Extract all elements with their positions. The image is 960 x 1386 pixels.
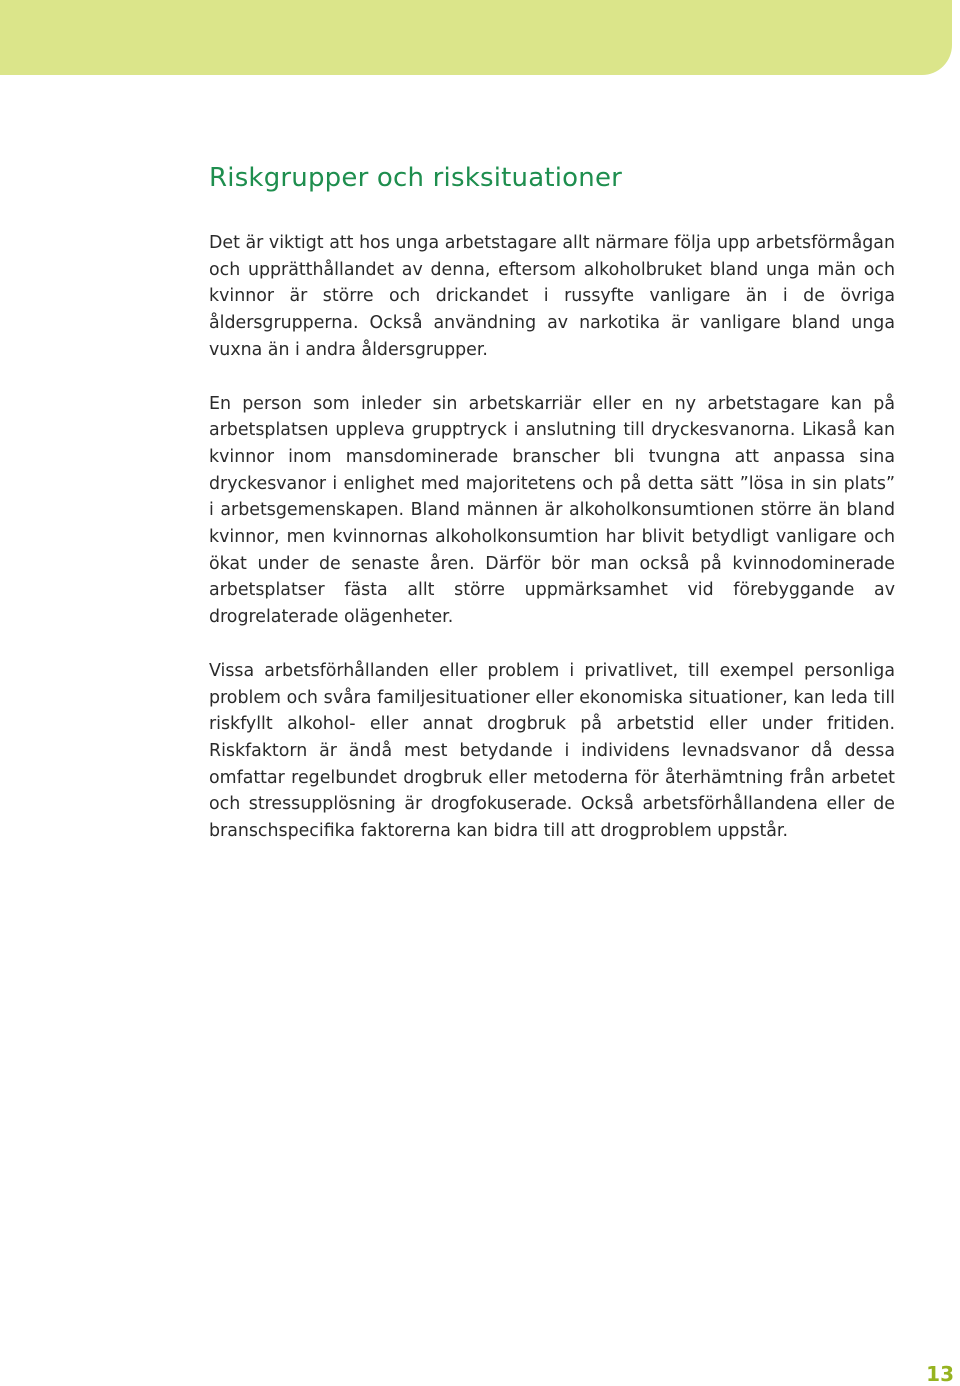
section-heading: Riskgrupper och risksituationer [209,163,623,193]
page-number: 13 [926,1362,954,1386]
page-content [209,158,895,872]
paragraph-3: Vissa arbetsförhållanden eller problem i privatlivet, till exempel personliga problem och svåra familjesituationer eller ekonomiska situationer, kan leda till riskfyllt alkohol- eller annat drogbruk på arbetstid eller under fritiden. Riskfaktorn är ändå mest betydande i individens levnadsvanor då dessa omfattar regelbundet drogbruk eller metoderna för återhämtning från arbetet och stressupplösning är drogfokuserade. Också arbetsförhållandena eller de branschspecifika faktorerna kan bidra till att drogproblem uppstår. [209,660,895,842]
top-color-band [0,0,952,75]
paragraph-2: En person som inleder sin arbetskarriär eller en ny arbetstagare kan på arbetsplatsen uppleva grupptryck i anslutning till dryckesvanorna. Likaså kan kvinnor inom mansdominerade branscher bli tvungna att anpassa sina dryckesvanor i enlighet med majoritetens och på detta sätt ”lösa in sin plats” i arbetsgemenskapen. Bland männen är alkoholkonsumtionen större än bland kvinnor, men kvinnornas alkoholkonsumtion har blivit betydligt vanligare och ökat under de senaste åren. Därför bör man också på kvinnodominerade arbetsplatser fästa allt större uppmärksamhet vid förebyggande av drogrelaterade olägenheter. [209,393,895,628]
paragraph-1: Det är viktigt att hos unga arbetstagare allt närmare följa upp arbetsförmågan och upprätthållandet av denna, eftersom alkoholbruket bland unga män och kvinnor är större och drickandet i russyfte vanligare än i de övriga åldersgrupperna. Också användning av narkotika är vanligare bland unga vuxna än i andra åldersgrupper. [209,233,895,360]
